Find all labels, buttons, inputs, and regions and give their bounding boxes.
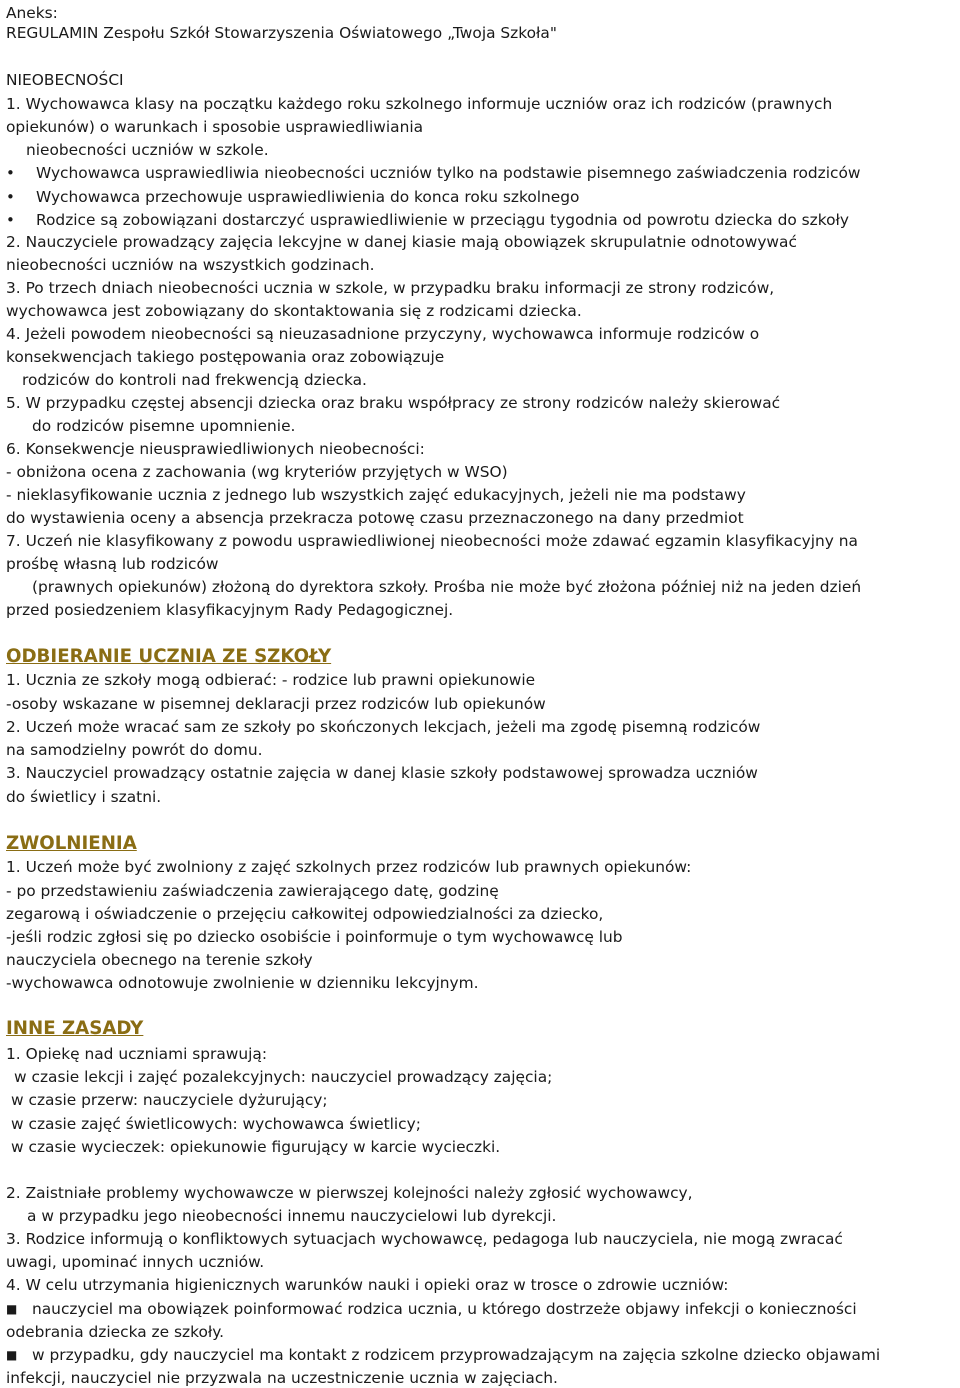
paragraph-line: (prawnych opiekunów) złożoną do dyrektora szkoły. Prośba nie może być złożona później niż na jeden dzień [32, 578, 862, 596]
paragraph-line: 2. Nauczyciele prowadzący zajęcia lekcyjne w danej kiasie mają obowiązek skrupulatnie odnotowywać [6, 233, 797, 251]
paragraph-line: 3. Po trzech dniach nieobecności ucznia w szkole, w przypadku braku informacji ze strony rodziców, [6, 279, 775, 297]
paragraph-line: w czasie wycieczek: opiekunowie figurujący w karcie wycieczki. [11, 1138, 501, 1156]
paragraph-line: 3. Rodzice informują o konfliktowych sytuacjach wychowawcę, pedagoga lub nauczyciela, nie mogą zwracać [6, 1230, 843, 1248]
paragraph-line: 6. Konsekwencje nieusprawiedliwionych nieobecności: [6, 440, 425, 458]
bullet-square-icon: ■ [6, 1348, 18, 1362]
section-heading-pickup: ODBIERANIE UCZNIA ZE SZKOŁY [6, 646, 332, 667]
paragraph-line: w czasie przerw: nauczyciele dyżurujący; [11, 1091, 328, 1109]
paragraph-line: -jeśli rodzic zgłosi się po dziecko osobiście i poinformuje o tym wychowawcę lub [6, 928, 623, 946]
paragraph-line: opiekunów) o warunkach i sposobie usprawiedliwiania [6, 118, 424, 136]
paragraph-line: 1. Uczniа ze szkoły mogą odbierać: - rodzice lub prawni opiekunowie [6, 671, 536, 689]
paragraph-line: 3. Nauczyciel prowadzący ostatnie zajęcia w danej klasie szkoły podstawowej sprowadza uczniów [6, 764, 758, 782]
bullet-square-icon: ■ [6, 1302, 18, 1316]
paragraph-line: prośbę własną lub rodziców [6, 555, 219, 573]
paragraph-line: nieobecności uczniów na wszystkich godzinach. [6, 256, 375, 274]
paragraph-line: w czasie lekcji i zajęć pozalekcyjnych: nauczyciel prowadzący zajęcia; [14, 1068, 553, 1086]
bullet-item: nauczyciel ma obowiązek poinformować rodzica ucznia, u którego dostrzeże objawy infekcji o konieczności [32, 1300, 857, 1318]
bullet-dot-icon: • [6, 188, 15, 206]
paragraph-line: w czasie zajęć świetlicowych: wychowawca świetlicy; [11, 1115, 421, 1133]
paragraph-line: uwagi, upominać innych uczniów. [6, 1253, 265, 1271]
bullet-item: Wychowawca usprawiedliwia nieobecności uczniów tylko na podstawie pisemnego zaświadczenia rodziców [36, 164, 861, 182]
bullet-item: Rodzice są zobowiązani dostarczyć usprawiedliwienie w przeciągu tygodnia od powrotu dziecka do szkoły [36, 211, 850, 229]
paragraph-line: 1. Opiekę nad uczniami sprawują: [6, 1045, 268, 1063]
paragraph-line: wychowawca jest zobowiązany do skontaktowania się z rodzicami dziecka. [6, 302, 582, 320]
paragraph-line: do świetlicy i szatni. [6, 788, 162, 806]
bullet-item: Wychowawca przechowuje usprawiedliwienia do konca roku szkolnego [36, 188, 580, 206]
paragraph-line: 2. Uczeń może wracać sam ze szkoły po skończonych lekcjach, jeżeli ma zgodę pisemną rodziców [6, 718, 761, 736]
paragraph-line: 7. Uczeń nie klasyfikowany z powodu usprawiedliwionej nieobecności może zdawać egzamin klasyfikacyjny na [6, 532, 858, 550]
paragraph-line: na samodzielny powrót do domu. [6, 741, 263, 759]
paragraph-line: 1. Uczeń może być zwolniony z zajęć szkolnych przez rodziców lub prawnych opiekunów: [6, 858, 692, 876]
paragraph-line: -wychowawca odnotowuje zwolnienie w dzienniku lekcyjnym. [6, 974, 479, 992]
paragraph-line: - obniżona ocena z zachowania (wg kryteriów przyjętych w WSO) [6, 463, 508, 481]
bullet-item: w przypadku, gdy nauczyciel ma kontakt z rodzicem przyprowadzającym na zajęcia szkolne dziecko objawami [32, 1346, 881, 1364]
bullet-dot-icon: • [6, 164, 15, 182]
paragraph-line: rodziców do kontroli nad frekwencją dziecka. [22, 371, 367, 389]
paragraph-line: do rodziców pisemne upomnienie. [32, 417, 296, 435]
document-title: REGULAMIN Zespołu Szkół Stowarzyszenia Oświatowego „Twoja Szkoła" [6, 24, 557, 42]
paragraph-line: infekcji, nauczyciel nie przyzwala na uczestniczenie ucznia w zajęciach. [6, 1369, 558, 1387]
paragraph-line: 4. W celu utrzymania higienicznych warunków nauki i opieki oraz w trosce o zdrowie uczniów: [6, 1276, 729, 1294]
paragraph-line: nauczyciela obecnego na terenie szkoły [6, 951, 313, 969]
paragraph-line: przed posiedzeniem klasyfikacyjnym Rady Pedagogicznej. [6, 601, 454, 619]
paragraph-line: konsekwencjach takiego postępowania oraz zobowiązuje [6, 348, 445, 366]
paragraph-line: - po przedstawieniu zaświadczenia zawierającego datę, godzinę [6, 882, 499, 900]
section-heading-dismissals: ZWOLNIENIA [6, 833, 137, 854]
paragraph-line: 4. Jeżeli powodem nieobecności są nieuzasadnione przyczyny, wychowawca informuje rodziców o [6, 325, 760, 343]
paragraph-line: -osoby wskazane w pisemnej deklaracji przez rodziców lub opiekunów [6, 695, 546, 713]
paragraph-line: 1. Wychowawca klasy na początku każdego roku szkolnego informuje uczniów oraz ich rodziców (prawnych [6, 95, 833, 113]
paragraph-line: nieobecności uczniów w szkole. [26, 141, 269, 159]
paragraph-line: 5. W przypadku częstej absencji dziecka oraz braku współpracy ze strony rodziców należy skierować [6, 394, 781, 412]
section-title-absences: NIEOBECNOŚCI [6, 71, 124, 89]
paragraph-line: - nieklasyfikowanie ucznia z jednego lub wszystkich zajęć edukacyjnych, jeżeli nie ma podstawy [6, 486, 746, 504]
bullet-dot-icon: • [6, 211, 15, 229]
section-heading-other-rules: INNE ZASADY [6, 1018, 144, 1039]
paragraph-line: zegarową i oświadczenie o przejęciu całkowitej odpowiedzialności za dziecko, [6, 905, 604, 923]
annex-label: Aneks: [6, 4, 58, 22]
paragraph-line: odebrania dziecka ze szkoły. [6, 1323, 225, 1341]
paragraph-line: a w przypadku jego nieobecności innemu nauczycielowi lub dyrekcji. [27, 1207, 557, 1225]
paragraph-line: do wystawienia oceny a absencja przekracza potowę czasu przeznaczonego na dany przedmiot [6, 509, 744, 527]
paragraph-line: 2. Zaistniałe problemy wychowawcze w pierwszej kolejności należy zgłosić wychowawcy, [6, 1184, 693, 1202]
